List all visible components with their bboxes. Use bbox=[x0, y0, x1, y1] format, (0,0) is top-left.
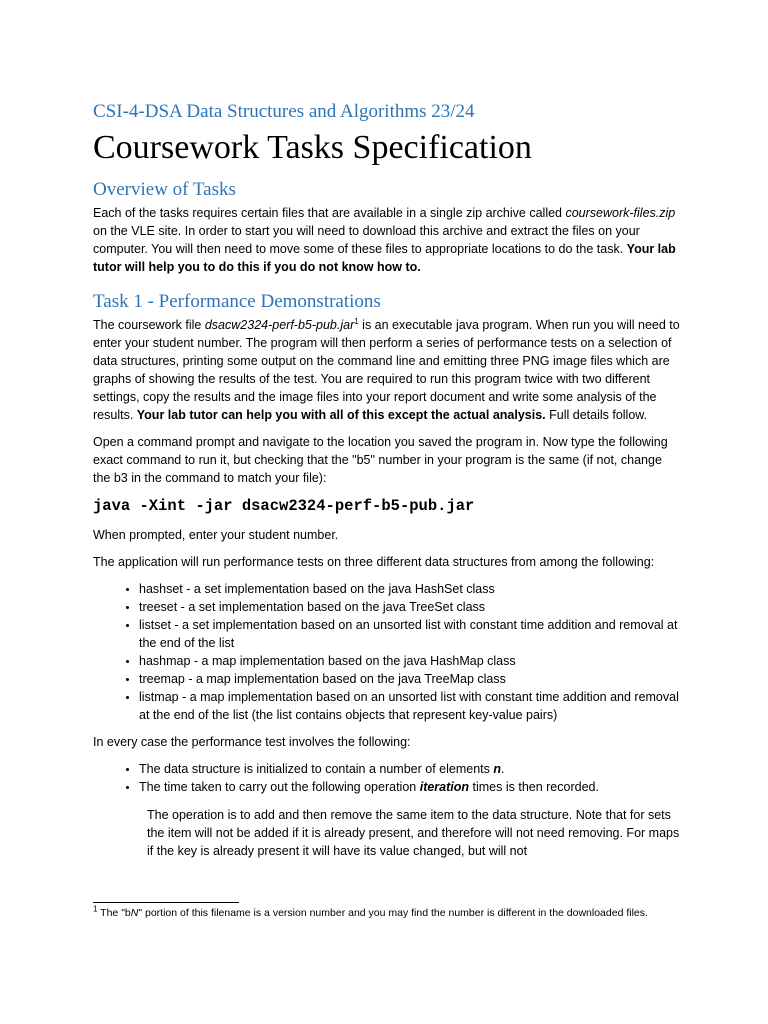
overview-heading: Overview of Tasks bbox=[93, 179, 236, 200]
footnote-ref: 1 bbox=[354, 316, 359, 326]
list-item: • hashset - a set implementation based on the java HashSet class bbox=[139, 580, 681, 598]
filename: coursework-files.zip bbox=[565, 206, 676, 220]
list-item bbox=[139, 778, 681, 796]
text: Each of the tasks requires certain files that are available in a single zip archive called bbox=[93, 206, 566, 220]
overview-paragraph bbox=[93, 204, 681, 276]
text: is an executable java program. When run you will need to enter your student number. The program will then perform a series of performance tests on a selection of data structures, printing some output on the command line and emitting three PNG image files which are graphs of showing the results of the test. You are required to run this program twice with two different settings, copy the results and the image files into your report document and write some analysis of the results. bbox=[93, 318, 680, 422]
variable-n: n bbox=[493, 762, 501, 776]
list-item: • treemap - a map implementation based on the java TreeMap class bbox=[139, 670, 681, 688]
variable-iteration: iteration bbox=[419, 780, 470, 794]
text: N bbox=[130, 907, 139, 919]
steps-list bbox=[93, 760, 681, 796]
filename: dsacw2324-perf-b5-pub.jar bbox=[204, 318, 355, 332]
footnote bbox=[93, 906, 653, 921]
task1-paragraph-2: Open a command prompt and navigate to the location you saved the program in. Now type the following exact command to run it, but checking that the "b5" number in your program is the same (if not, change the b3 in the command to match your file): bbox=[93, 435, 668, 485]
bold-note: Your lab tutor will help you to do this if you do not know how to. bbox=[93, 242, 676, 274]
list-item: • treeset - a set implementation based on the java TreeSet class bbox=[139, 598, 681, 616]
task1-paragraph-5: In every case the performance test involves the following: bbox=[93, 735, 411, 749]
list-item bbox=[139, 760, 681, 778]
task1-paragraph-1 bbox=[93, 316, 681, 424]
bold-note: Your lab tutor can help you with all of this except the actual analysis. bbox=[136, 408, 546, 422]
text: times is then recorded. bbox=[469, 780, 599, 794]
list-item: • listmap - a map implementation based on an unsorted list with constant time addition and removal at the end of the list (the list contains objects that represent key-value pairs) bbox=[139, 688, 681, 724]
text: The data structure is initialized to contain a number of elements bbox=[139, 762, 494, 776]
text: Full details follow. bbox=[545, 408, 648, 422]
list-item: • listset - a set implementation based on an unsorted list with constant time addition and removal at the end of the list bbox=[139, 616, 681, 652]
structure-list bbox=[93, 580, 681, 724]
task1-paragraph-4: The application will run performance tests on three different data structures from among the following: bbox=[93, 555, 655, 569]
text: The coursework file bbox=[93, 318, 205, 332]
course-title: CSI-4-DSA Data Structures and Algorithms 23/24 bbox=[93, 101, 475, 122]
command-line: java -Xint -jar dsacw2324-perf-b5-pub.jar bbox=[93, 497, 475, 515]
list-item: • hashmap - a map implementation based on the java HashMap class bbox=[139, 652, 681, 670]
text: " portion of this filename is a version number and you may find the number is different in the downloaded files. bbox=[138, 907, 648, 919]
task1-paragraph-3: When prompted, enter your student number. bbox=[93, 528, 339, 542]
task1-heading: Task 1 - Performance Demonstrations bbox=[93, 291, 381, 312]
document-page bbox=[93, 100, 681, 869]
text: The time taken to carry out the following operation bbox=[139, 780, 420, 794]
text: . bbox=[501, 762, 505, 776]
footnote-number: 1 bbox=[93, 904, 98, 914]
page-title: Coursework Tasks Specification bbox=[93, 129, 532, 166]
text: The "b bbox=[97, 907, 131, 919]
task1-paragraph-6: The operation is to add and then remove the same item to the data structure. Note that for sets the item will not be added if it is already present, and therefore will not need removing. For maps if the key is already present it will have its value changed, but will not bbox=[147, 808, 680, 858]
footnote-separator bbox=[93, 902, 239, 903]
text: on the VLE site. In order to start you will need to download this archive and extract the files on your computer. You will then need to move some of these files to appropriate locations to do the task. bbox=[93, 224, 640, 256]
